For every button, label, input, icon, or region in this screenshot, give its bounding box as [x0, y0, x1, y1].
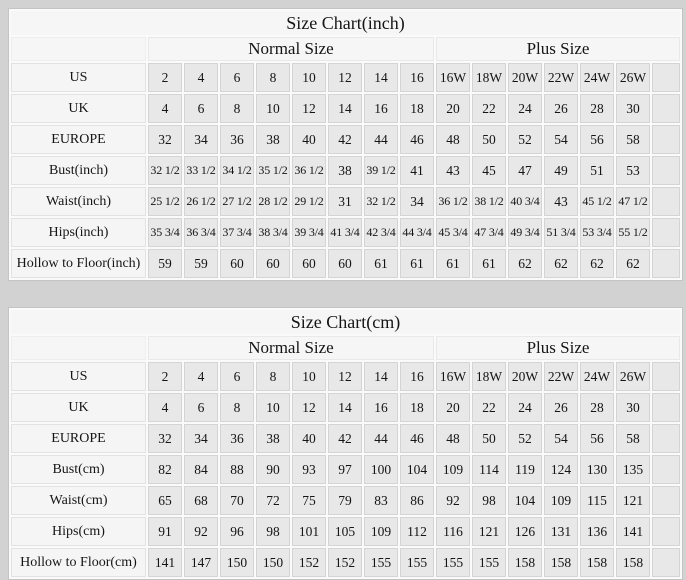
- size-cell: 38: [256, 125, 290, 154]
- size-cell: 104: [400, 455, 434, 484]
- size-cell: 37 3/4: [220, 218, 254, 247]
- size-cell: 150: [256, 548, 290, 577]
- size-cell: 126: [508, 517, 542, 546]
- table-row: [11, 362, 680, 391]
- size-cell: 43: [436, 156, 470, 185]
- size-cell: 24: [508, 393, 542, 422]
- size-cell: 38: [328, 156, 362, 185]
- size-cell: 124: [544, 455, 578, 484]
- size-cell: 12: [328, 362, 362, 391]
- size-cell: 119: [508, 455, 542, 484]
- size-cell: 46: [400, 424, 434, 453]
- size-cell: 18: [400, 94, 434, 123]
- row-label: Hips(inch): [11, 218, 146, 247]
- size-cell: 51 3/4: [544, 218, 578, 247]
- size-chart-inch-section: [8, 8, 686, 281]
- size-chart-table: [8, 8, 683, 281]
- size-cell: 98: [256, 517, 290, 546]
- size-cell: 152: [328, 548, 362, 577]
- size-cell: 135: [616, 455, 650, 484]
- size-cell: 98: [472, 486, 506, 515]
- size-cell: 58: [616, 125, 650, 154]
- size-cell: 27 1/2: [220, 187, 254, 216]
- size-cell: 36: [220, 424, 254, 453]
- size-cell: 49 3/4: [508, 218, 542, 247]
- table-row: [11, 218, 680, 247]
- size-cell: 96: [220, 517, 254, 546]
- size-cell: 2: [148, 63, 182, 92]
- size-cell: 14: [364, 63, 398, 92]
- empty-cell: [652, 125, 680, 154]
- size-cell: 22: [472, 393, 506, 422]
- size-cell: 8: [256, 362, 290, 391]
- size-cell: 62: [508, 249, 542, 278]
- size-cell: 35 1/2: [256, 156, 290, 185]
- size-cell: 152: [292, 548, 326, 577]
- size-cell: 55 1/2: [616, 218, 650, 247]
- size-cell: 4: [184, 63, 218, 92]
- size-cell: 42: [328, 424, 362, 453]
- size-cell: 32: [148, 424, 182, 453]
- size-cell: 34: [184, 125, 218, 154]
- size-cell: 40 3/4: [508, 187, 542, 216]
- size-cell: 62: [544, 249, 578, 278]
- group-header-normal-size: Normal Size: [148, 336, 434, 360]
- size-cell: 12: [292, 393, 326, 422]
- size-cell: 158: [580, 548, 614, 577]
- size-cell: 22W: [544, 63, 578, 92]
- empty-cell: [652, 393, 680, 422]
- size-cell: 4: [184, 362, 218, 391]
- table-row: [11, 393, 680, 422]
- size-cell: 100: [364, 455, 398, 484]
- size-cell: 75: [292, 486, 326, 515]
- size-cell: 28 1/2: [256, 187, 290, 216]
- size-cell: 54: [544, 125, 578, 154]
- size-cell: 48: [436, 125, 470, 154]
- size-cell: 42: [328, 125, 362, 154]
- row-label: Hips(cm): [11, 517, 146, 546]
- size-cell: 155: [400, 548, 434, 577]
- size-cell: 116: [436, 517, 470, 546]
- size-cell: 34: [400, 187, 434, 216]
- size-cell: 20W: [508, 63, 542, 92]
- size-chart-cm-section: [8, 307, 686, 580]
- size-cell: 56: [580, 424, 614, 453]
- size-cell: 136: [580, 517, 614, 546]
- size-cell: 61: [364, 249, 398, 278]
- size-cell: 121: [616, 486, 650, 515]
- size-cell: 141: [616, 517, 650, 546]
- size-cell: 24W: [580, 63, 614, 92]
- size-cell: 109: [544, 486, 578, 515]
- size-cell: 36 1/2: [436, 187, 470, 216]
- size-cell: 28: [580, 94, 614, 123]
- size-cell: 6: [184, 94, 218, 123]
- empty-cell: [652, 94, 680, 123]
- size-cell: 91: [148, 517, 182, 546]
- size-cell: 32: [148, 125, 182, 154]
- size-cell: 61: [472, 249, 506, 278]
- size-cell: 10: [292, 362, 326, 391]
- table-row: [11, 94, 680, 123]
- size-cell: 121: [472, 517, 506, 546]
- size-cell: 158: [616, 548, 650, 577]
- size-cell: 32 1/2: [148, 156, 182, 185]
- size-cell: 46: [400, 125, 434, 154]
- size-cell: 101: [292, 517, 326, 546]
- size-cell: 53 3/4: [580, 218, 614, 247]
- size-cell: 105: [328, 517, 362, 546]
- size-cell: 24: [508, 94, 542, 123]
- size-cell: 25 1/2: [148, 187, 182, 216]
- size-cell: 16W: [436, 63, 470, 92]
- size-cell: 45: [472, 156, 506, 185]
- size-cell: 84: [184, 455, 218, 484]
- size-cell: 72: [256, 486, 290, 515]
- size-cell: 36 1/2: [292, 156, 326, 185]
- size-cell: 22W: [544, 362, 578, 391]
- size-cell: 150: [220, 548, 254, 577]
- size-cell: 115: [580, 486, 614, 515]
- size-cell: 45 3/4: [436, 218, 470, 247]
- size-cell: 16: [400, 63, 434, 92]
- size-cell: 8: [256, 63, 290, 92]
- size-cell: 58: [616, 424, 650, 453]
- size-cell: 60: [328, 249, 362, 278]
- size-cell: 60: [256, 249, 290, 278]
- size-cell: 86: [400, 486, 434, 515]
- row-label: Waist(cm): [11, 486, 146, 515]
- table-row: [11, 424, 680, 453]
- row-label: US: [11, 362, 146, 391]
- size-cell: 40: [292, 424, 326, 453]
- size-cell: 24W: [580, 362, 614, 391]
- group-header-normal-size: Normal Size: [148, 37, 434, 61]
- size-chart-table: [8, 307, 683, 580]
- size-cell: 70: [220, 486, 254, 515]
- size-cell: 50: [472, 424, 506, 453]
- size-cell: 93: [292, 455, 326, 484]
- table-row: [11, 486, 680, 515]
- size-cell: 38: [256, 424, 290, 453]
- empty-cell: [652, 362, 680, 391]
- size-cell: 18W: [472, 63, 506, 92]
- size-cell: 10: [256, 94, 290, 123]
- size-cell: 26 1/2: [184, 187, 218, 216]
- size-cell: 60: [292, 249, 326, 278]
- size-cell: 33 1/2: [184, 156, 218, 185]
- size-cell: 59: [148, 249, 182, 278]
- size-cell: 36: [220, 125, 254, 154]
- size-cell: 52: [508, 424, 542, 453]
- table-row: [11, 63, 680, 92]
- size-cell: 14: [328, 393, 362, 422]
- size-cell: 90: [256, 455, 290, 484]
- size-cell: 45 1/2: [580, 187, 614, 216]
- table-row: [11, 125, 680, 154]
- size-cell: 40: [292, 125, 326, 154]
- row-label: Hollow to Floor(cm): [11, 548, 146, 577]
- size-cell: 38 1/2: [472, 187, 506, 216]
- size-cell: 4: [148, 94, 182, 123]
- size-cell: 83: [364, 486, 398, 515]
- size-cell: 36 3/4: [184, 218, 218, 247]
- size-cell: 39 1/2: [364, 156, 398, 185]
- empty-cell: [652, 548, 680, 577]
- size-cell: 16W: [436, 362, 470, 391]
- size-cell: 155: [472, 548, 506, 577]
- size-cell: 43: [544, 187, 578, 216]
- size-cell: 53: [616, 156, 650, 185]
- size-cell: 68: [184, 486, 218, 515]
- empty-cell: [652, 249, 680, 278]
- size-cell: 6: [184, 393, 218, 422]
- table-row: [11, 156, 680, 185]
- size-cell: 47: [508, 156, 542, 185]
- size-cell: 2: [148, 362, 182, 391]
- size-cell: 26W: [616, 63, 650, 92]
- size-cell: 28: [580, 393, 614, 422]
- size-cell: 8: [220, 94, 254, 123]
- size-cell: 6: [220, 362, 254, 391]
- size-cell: 114: [472, 455, 506, 484]
- row-label: Bust(cm): [11, 455, 146, 484]
- size-cell: 92: [184, 517, 218, 546]
- size-cell: 32 1/2: [364, 187, 398, 216]
- table-row: [11, 517, 680, 546]
- row-label: UK: [11, 393, 146, 422]
- size-cell: 59: [184, 249, 218, 278]
- size-cell: 38 3/4: [256, 218, 290, 247]
- size-cell: 60: [220, 249, 254, 278]
- size-cell: 20: [436, 94, 470, 123]
- size-cell: 112: [400, 517, 434, 546]
- table-title: Size Chart(cm): [11, 310, 680, 334]
- size-cell: 18: [400, 393, 434, 422]
- size-cell: 42 3/4: [364, 218, 398, 247]
- row-label: Waist(inch): [11, 187, 146, 216]
- row-label: Hollow to Floor(inch): [11, 249, 146, 278]
- size-cell: 147: [184, 548, 218, 577]
- size-cell: 26W: [616, 362, 650, 391]
- group-header-plus-size: Plus Size: [436, 37, 680, 61]
- size-cell: 10: [292, 63, 326, 92]
- size-cell: 34: [184, 424, 218, 453]
- empty-cell: [652, 187, 680, 216]
- size-cell: 62: [616, 249, 650, 278]
- size-cell: 52: [508, 125, 542, 154]
- size-cell: 26: [544, 94, 578, 123]
- size-cell: 82: [148, 455, 182, 484]
- empty-cell: [652, 517, 680, 546]
- size-cell: 131: [544, 517, 578, 546]
- size-cell: 56: [580, 125, 614, 154]
- table-row: [11, 455, 680, 484]
- size-cell: 109: [364, 517, 398, 546]
- size-cell: 12: [328, 63, 362, 92]
- row-label: US: [11, 63, 146, 92]
- size-cell: 130: [580, 455, 614, 484]
- empty-cell: [652, 486, 680, 515]
- row-label: Bust(inch): [11, 156, 146, 185]
- row-label: EUROPE: [11, 424, 146, 453]
- size-cell: 14: [364, 362, 398, 391]
- size-cell: 14: [328, 94, 362, 123]
- size-cell: 35 3/4: [148, 218, 182, 247]
- size-cell: 62: [580, 249, 614, 278]
- empty-cell: [652, 455, 680, 484]
- row-label: EUROPE: [11, 125, 146, 154]
- corner-cell: [11, 37, 146, 61]
- size-cell: 97: [328, 455, 362, 484]
- size-cell: 104: [508, 486, 542, 515]
- size-cell: 44: [364, 424, 398, 453]
- size-cell: 47 1/2: [616, 187, 650, 216]
- size-cell: 22: [472, 94, 506, 123]
- size-cell: 48: [436, 424, 470, 453]
- size-cell: 4: [148, 393, 182, 422]
- size-cell: 65: [148, 486, 182, 515]
- size-cell: 51: [580, 156, 614, 185]
- size-cell: 16: [364, 94, 398, 123]
- table-row: [11, 249, 680, 278]
- table-row: [11, 548, 680, 577]
- size-cell: 109: [436, 455, 470, 484]
- size-cell: 49: [544, 156, 578, 185]
- size-cell: 29 1/2: [292, 187, 326, 216]
- empty-cell: [652, 63, 680, 92]
- size-cell: 20W: [508, 362, 542, 391]
- group-header-plus-size: Plus Size: [436, 336, 680, 360]
- size-cell: 34 1/2: [220, 156, 254, 185]
- size-cell: 158: [508, 548, 542, 577]
- size-cell: 39 3/4: [292, 218, 326, 247]
- empty-cell: [652, 156, 680, 185]
- size-cell: 155: [364, 548, 398, 577]
- size-cell: 155: [436, 548, 470, 577]
- empty-cell: [652, 424, 680, 453]
- size-cell: 31: [328, 187, 362, 216]
- size-cell: 26: [544, 393, 578, 422]
- size-cell: 44: [364, 125, 398, 154]
- size-cell: 16: [364, 393, 398, 422]
- size-cell: 79: [328, 486, 362, 515]
- size-cell: 16: [400, 362, 434, 391]
- row-label: UK: [11, 94, 146, 123]
- size-cell: 20: [436, 393, 470, 422]
- corner-cell: [11, 336, 146, 360]
- size-cell: 12: [292, 94, 326, 123]
- table-row: [11, 187, 680, 216]
- size-cell: 8: [220, 393, 254, 422]
- size-cell: 141: [148, 548, 182, 577]
- size-cell: 41: [400, 156, 434, 185]
- table-title: Size Chart(inch): [11, 11, 680, 35]
- size-cell: 44 3/4: [400, 218, 434, 247]
- size-cell: 88: [220, 455, 254, 484]
- size-cell: 54: [544, 424, 578, 453]
- empty-cell: [652, 218, 680, 247]
- size-cell: 41 3/4: [328, 218, 362, 247]
- size-cell: 92: [436, 486, 470, 515]
- size-cell: 30: [616, 393, 650, 422]
- size-cell: 47 3/4: [472, 218, 506, 247]
- size-cell: 158: [544, 548, 578, 577]
- size-cell: 18W: [472, 362, 506, 391]
- size-cell: 30: [616, 94, 650, 123]
- size-cell: 61: [400, 249, 434, 278]
- size-cell: 6: [220, 63, 254, 92]
- size-cell: 10: [256, 393, 290, 422]
- size-cell: 61: [436, 249, 470, 278]
- size-cell: 50: [472, 125, 506, 154]
